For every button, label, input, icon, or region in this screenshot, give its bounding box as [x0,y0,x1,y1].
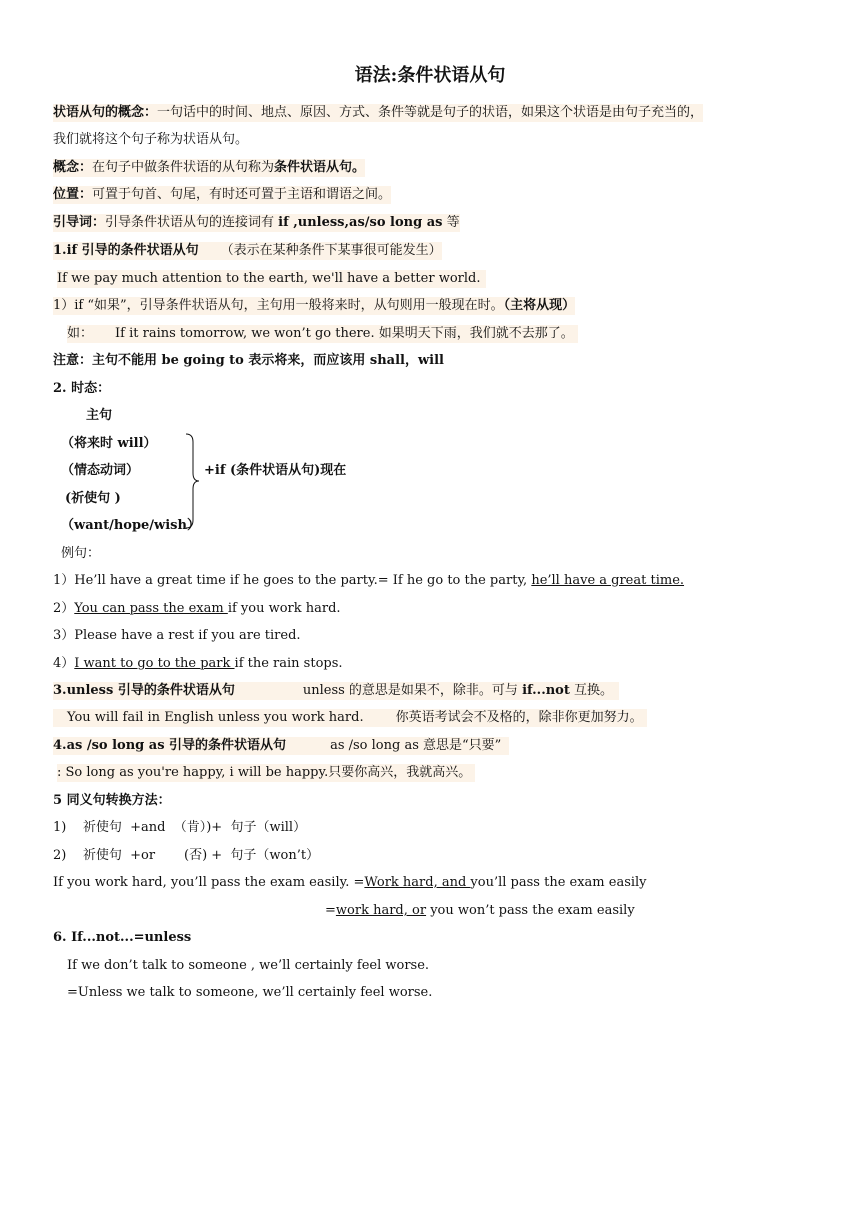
position-label: 位置： [53,187,93,202]
section4-example: : So long as you're happy, i will be happy.只要你高兴，我就高兴。 [57,764,475,782]
example-1 [53,572,684,590]
section5-item-1: 1) 祈使句 +and （肯）)+ 句子（will） [53,820,307,835]
section3-heading: 3.unless 引导的条件状语从句 [53,683,235,698]
tense-item-3: (祈使句 ) [65,491,121,506]
concept-label: 概念： [53,160,93,175]
concept-line [53,159,365,177]
position-text: 可置于句首、句尾，有时还可置于主语和谓语之间。 [92,187,392,202]
section3-example-en: You will fail in English unless you work hard. [67,710,364,725]
example-3: 3）Please have a rest if you are tired. [53,628,301,643]
section5-example-2-tail: you won’t pass the exam easily [426,903,635,918]
concept-text: 在句子中做条件状语的从句称为 [92,160,275,175]
section3-desc-bold: if...not [522,683,570,698]
example-2 [53,600,341,618]
example-2-text: if you work hard. [227,601,341,616]
example-4-text: if the rain stops. [234,656,343,671]
tense-item-2: （情态动词） [61,463,140,478]
section5-example-2 [325,902,635,920]
section1-example: If we pay much attention to the earth, we'll have a better world. [57,270,486,288]
intro-line-1 [53,104,703,122]
section5-example-1-tail: you’ll pass the exam easily [470,875,647,890]
section1-ru-text: If it rains tomorrow, we won’t go there. 如果明天下雨，我们就不去那了。 [115,326,574,341]
section1-rule-bold: （主将从现） [503,298,576,313]
intro-text-1: 一句话中的时间、地点、原因、方式、条件等就是句子的状语，如果这个状语是由句子充当的， [157,105,704,120]
section3-desc-post: 互换。 [569,683,613,698]
page-title: 语法:条件状语从句 [354,65,506,86]
guide-text: 引导条件状语从句的连接词有 [105,215,279,230]
section5-example-1 [53,874,647,892]
section5-example-1-underlined: Work hard, and [364,875,471,890]
section1-attention: 注意：主句不能用 be going to 表示将来，而应该用 shall，will [53,353,444,368]
concept-bold: 条件状语从句。 [274,160,366,175]
guide-label: 引导词： [53,215,106,230]
section1-rule-text: 1）if “如果”，引导条件状语从句，主句用一般将来时，从句则用一般现在时。 [53,298,504,313]
section6-heading: 6. If...not...=unless [53,930,192,945]
section3-heading-line [53,682,619,700]
examples-label: 例句： [61,546,101,561]
intro-label: 状语从句的概念： [53,105,158,120]
tense-item-1: （将来时 will） [61,436,157,451]
intro-line-2: 我们就将这个句子称为状语从句。 [53,132,249,147]
section5-example-1-text: If you work hard, you’ll pass the exam easily. = [53,875,365,890]
curly-brace-icon [184,433,200,529]
section5-heading: 5 同义句转换方法： [53,793,171,808]
tense-item-4: （want/hope/wish） [61,518,200,533]
section3-example-line [53,709,647,727]
example-4 [53,655,343,673]
section1-rule [53,297,575,315]
example-1-text: 1）He’ll have a great time if he goes to the party.= If he go to the party, [53,573,532,588]
section2-main-clause: 主句 [86,408,113,423]
example-1-underlined: he’ll have a great time. [531,573,685,588]
guide-tail: 等 [442,215,460,230]
section5-item-2: 2) 祈使句 +or (否) + 句子（won’t） [53,848,320,863]
example-2-num: 2） [53,601,75,616]
guide-bold: if ,unless,as/so long as [278,215,443,230]
section1-heading: 1.if 引导的条件状语从句 [53,243,199,258]
section1-heading-line [53,242,442,260]
section6-example-1: If we don’t talk to someone , we’ll certainly feel worse. [67,958,430,973]
section4-heading-line [53,737,509,755]
guide-line [53,214,460,232]
section4-desc: as /so long as 意思是“只要” [330,738,502,753]
example-4-underlined: I want to go to the park [74,656,235,671]
section1-ru-line [67,325,578,343]
section6-example-2: =Unless we talk to someone, we’ll certainly feel worse. [67,985,433,1000]
section3-desc-pre: unless 的意思是如果不，除非。可与 [302,683,523,698]
section5-example-2-eq: = [325,903,336,918]
section2-result: +if (条件状语从句)现在 [204,463,347,478]
section3-example-cn: 你英语考试会不及格的，除非你更加努力。 [395,710,643,725]
section1-ru-label: 如： [67,326,94,341]
example-2-underlined: You can pass the exam [74,601,228,616]
example-4-num: 4） [53,656,75,671]
section2-heading: 2. 时态： [53,381,111,396]
position-line [53,186,391,204]
section4-heading: 4.as /so long as 引导的条件状语从句 [53,738,287,753]
section5-example-2-underlined: work hard, or [335,903,427,918]
section1-note: （表示在某种条件下某事很可能发生） [220,243,442,258]
